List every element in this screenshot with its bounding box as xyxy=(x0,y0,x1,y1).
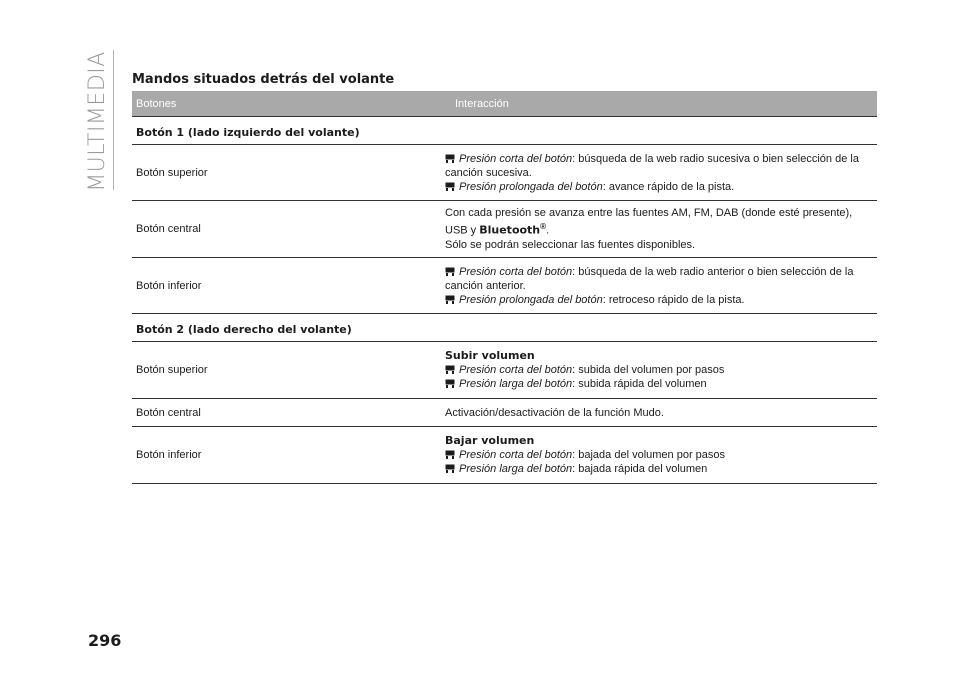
item-label: Presión prolongada del botón xyxy=(459,180,603,193)
list-item xyxy=(445,448,877,462)
table-row xyxy=(132,257,877,313)
source-cycle-text xyxy=(445,206,877,238)
list-item xyxy=(445,180,877,194)
chapter-side-title xyxy=(82,50,112,192)
interaction-cell xyxy=(445,343,877,397)
table-row xyxy=(132,398,877,426)
press-icon xyxy=(445,295,455,304)
press-icon xyxy=(445,450,455,459)
source-text: Con cada presión se avanza entre las fuentes AM, FM, DAB (donde esté presente), USB y xyxy=(445,207,853,237)
item-text: : avance rápido de la pista. xyxy=(602,180,735,193)
registered-mark: ® xyxy=(540,222,547,232)
button-cell: Botón superior xyxy=(136,364,208,376)
chapter-title-text: MULTIMEDIA xyxy=(84,50,110,192)
button-cell: Botón inferior xyxy=(136,279,202,292)
button-cell: Botón inferior xyxy=(136,449,202,461)
press-icon xyxy=(445,464,455,473)
controls-table xyxy=(132,91,877,484)
table-row xyxy=(132,426,877,484)
item-text: : búsqueda de la web radio sucesiva o bien selección de la canción sucesiva. xyxy=(445,152,859,179)
header-interaction: Interacción xyxy=(455,97,509,110)
item-text: : subida del volumen por pasos xyxy=(572,364,725,376)
item-label: Presión prolongada del botón xyxy=(459,293,603,306)
item-text: : retroceso rápido de la pista. xyxy=(602,293,745,306)
volume-up-heading: Subir volumen xyxy=(445,349,535,362)
table-header xyxy=(132,91,877,116)
list-item xyxy=(445,363,877,377)
press-icon xyxy=(445,365,455,374)
group-title-button-2: Botón 2 (lado derecho del volante) xyxy=(132,313,877,341)
item-text: : bajada rápida del volumen xyxy=(572,463,708,475)
interaction-cell: Activación/desactivación de la función Mudo. xyxy=(445,406,664,419)
sentence-end: . xyxy=(546,224,550,237)
item-label: Presión larga del botón xyxy=(459,463,573,475)
item-label: Presión corta del botón xyxy=(459,364,573,376)
list-item xyxy=(445,377,877,391)
table-row xyxy=(132,144,877,200)
item-text: : subida rápida del volumen xyxy=(572,378,707,390)
list-item xyxy=(445,462,877,476)
section-title: Mandos situados detrás del volante xyxy=(132,72,395,87)
button-cell: Botón central xyxy=(136,223,201,235)
button-cell: Botón superior xyxy=(136,166,208,179)
available-sources-note: Sólo se podrán seleccionar las fuentes disponibles. xyxy=(445,238,696,251)
chapter-divider xyxy=(113,50,114,190)
group-title-button-1: Botón 1 (lado izquierdo del volante) xyxy=(132,116,877,144)
press-icon xyxy=(445,379,455,388)
button-cell: Botón central xyxy=(136,406,201,419)
list-item xyxy=(445,152,877,180)
header-buttons: Botones xyxy=(136,97,177,110)
page-number: 296 xyxy=(88,631,122,650)
volume-down-heading: Bajar volumen xyxy=(445,434,535,447)
table-row xyxy=(132,200,877,257)
item-text: : bajada del volumen por pasos xyxy=(572,449,726,461)
bluetooth-label: Bluetooth xyxy=(479,223,541,237)
interaction-cell xyxy=(445,146,877,200)
interaction-cell xyxy=(445,200,877,258)
item-label: Presión corta del botón xyxy=(459,152,573,165)
item-label: Presión corta del botón xyxy=(459,449,573,461)
list-item xyxy=(445,293,877,307)
press-icon xyxy=(445,154,455,163)
item-text: : búsqueda de la web radio anterior o bien selección de la canción anterior. xyxy=(445,265,854,292)
press-icon xyxy=(445,267,455,276)
press-icon xyxy=(445,182,455,191)
table-row xyxy=(132,341,877,398)
item-label: Presión larga del botón xyxy=(459,378,573,390)
interaction-cell xyxy=(445,428,877,482)
interaction-cell xyxy=(445,259,877,313)
item-label: Presión corta del botón xyxy=(459,265,573,278)
list-item xyxy=(445,265,877,293)
